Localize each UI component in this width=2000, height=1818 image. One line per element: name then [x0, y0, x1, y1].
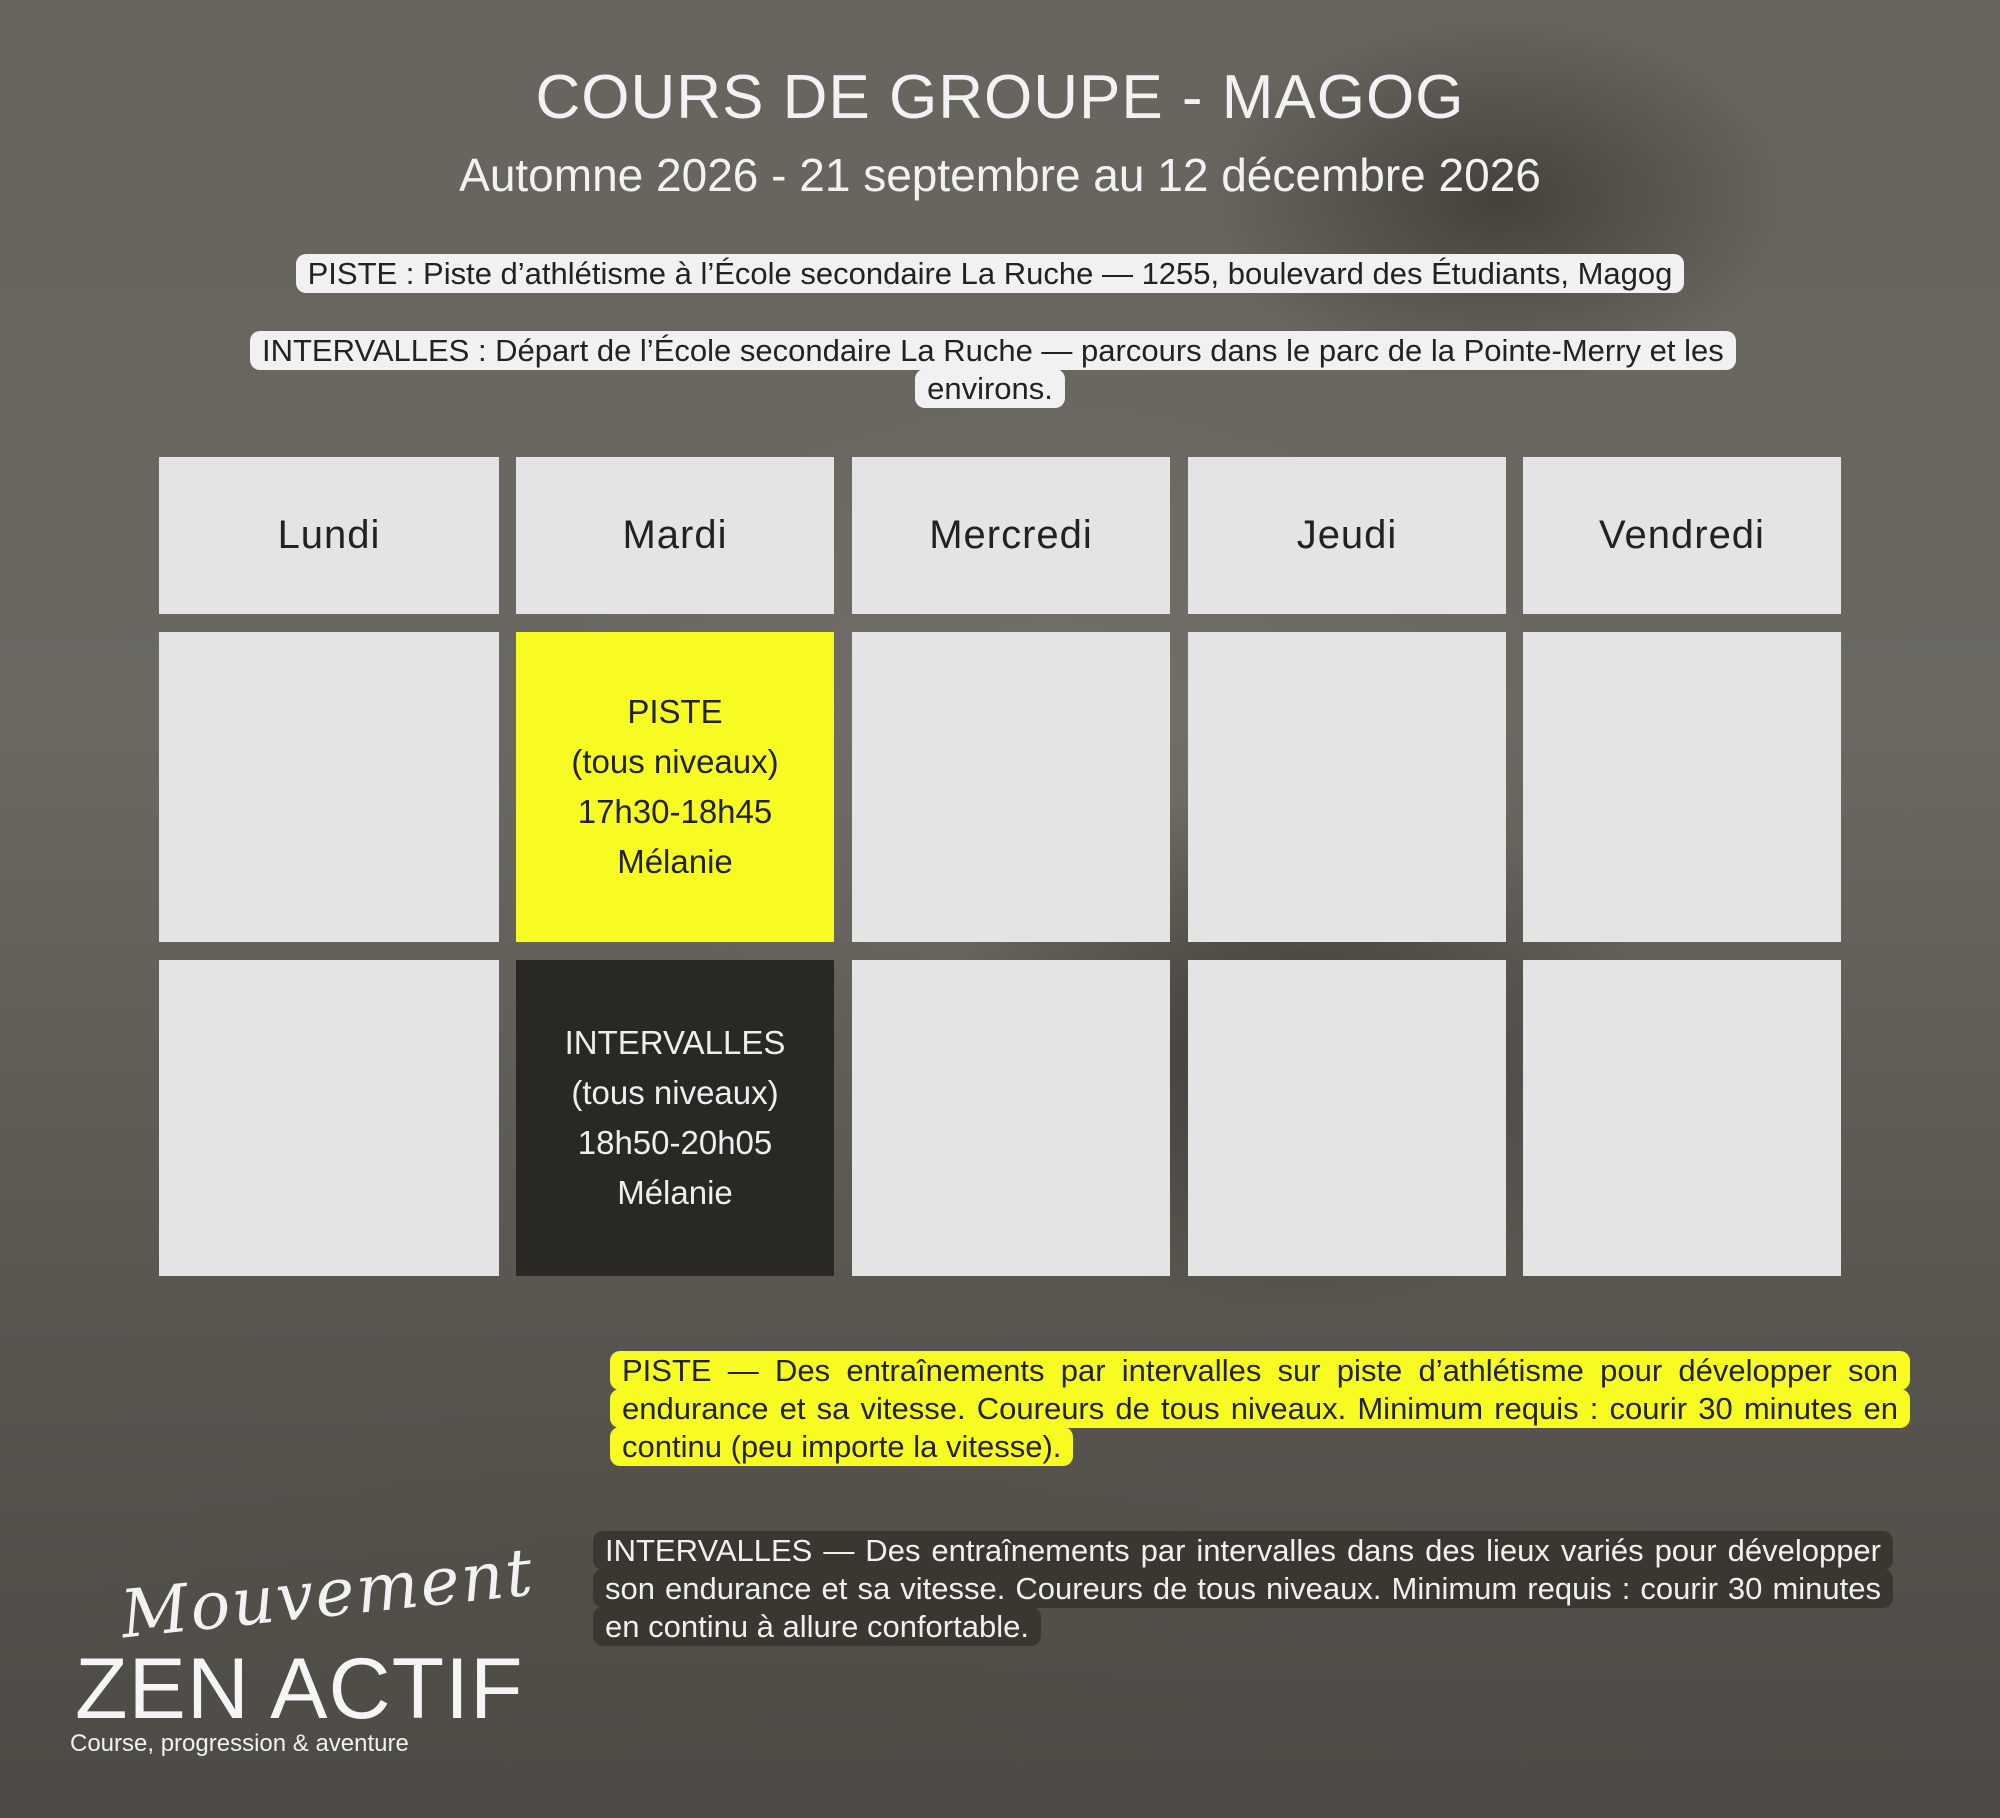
day-header-vendredi [1523, 457, 1841, 614]
description-intervalles-text: INTERVALLES — Des entraînements par intervalles dans des lieux variés pour développer son endurance et sa vitesse. Coureurs de tous niveaux. Minimum requis : courir 30 minutes en continu à allure confortable. [593, 1531, 1893, 1646]
slot-lundi-1 [159, 632, 499, 942]
day-label: Mercredi [929, 513, 1093, 557]
class-name: PISTE [627, 693, 723, 730]
day-header-mardi [516, 457, 834, 614]
slot-vendredi-2 [1523, 960, 1841, 1276]
location-piste-note [250, 255, 1730, 293]
day-label: Lundi [277, 513, 381, 557]
location-intervalles-text: INTERVALLES : Départ de l’École secondaire La Ruche — parcours dans le parc de la Pointe-Merry et les environs. [250, 331, 1736, 408]
logo-script-text: Mouvement [117, 1533, 538, 1654]
day-header-jeudi [1188, 457, 1506, 614]
logo-wordmark: ZEN ACTIF [75, 1641, 524, 1737]
page-subtitle: Automne 2026 - 21 septembre au 12 décembre 2026 [459, 149, 1541, 201]
page-title: COURS DE GROUPE - MAGOG [535, 63, 1465, 132]
slot-mercredi-2 [852, 960, 1170, 1276]
logo-tagline: Course, progression & aventure [70, 1730, 409, 1757]
slot-vendredi-1 [1523, 632, 1841, 942]
class-level: (tous niveaux) [571, 1074, 779, 1111]
slot-mercredi-1 [852, 632, 1170, 942]
class-time: 17h30-18h45 [577, 793, 773, 830]
slot-jeudi-1 [1188, 632, 1506, 942]
class-piste-mardi [516, 632, 834, 942]
day-label: Jeudi [1296, 513, 1398, 557]
description-piste-text: PISTE — Des entraînements par intervalles sur piste d’athlétisme pour développer son endurance et sa vitesse. Coureurs de tous niveaux. Minimum requis : courir 30 minutes en continu (peu importe la vitesse). [610, 1351, 1910, 1466]
day-header-lundi [159, 457, 499, 614]
day-label: Vendredi [1599, 513, 1765, 557]
description-piste [610, 1352, 1910, 1466]
location-piste-text: PISTE : Piste d’athlétisme à l’École secondaire La Ruche — 1255, boulevard des Étudiants, Magog [296, 254, 1685, 293]
location-intervalles-note [250, 332, 1730, 408]
class-level: (tous niveaux) [571, 743, 779, 780]
class-name: INTERVALLES [564, 1024, 786, 1061]
class-coach: Mélanie [617, 1174, 733, 1211]
class-time: 18h50-20h05 [577, 1124, 773, 1161]
class-coach: Mélanie [617, 843, 733, 880]
day-header-mercredi [852, 457, 1170, 614]
slot-jeudi-2 [1188, 960, 1506, 1276]
class-intervalles-mardi [516, 960, 834, 1276]
day-label: Mardi [622, 513, 728, 557]
description-intervalles [593, 1532, 1893, 1646]
slot-lundi-2 [159, 960, 499, 1276]
